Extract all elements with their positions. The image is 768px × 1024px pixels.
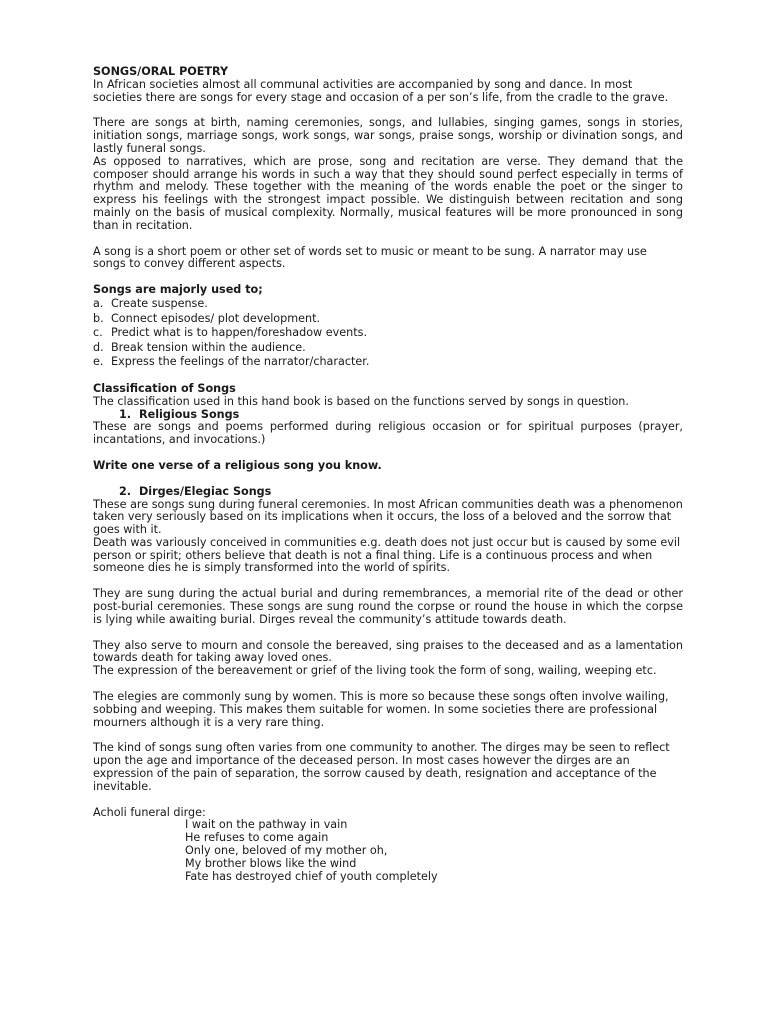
spacer bbox=[93, 794, 683, 807]
poem-line: My brother blows like the wind bbox=[185, 856, 357, 870]
list-item bbox=[93, 355, 683, 370]
spacer bbox=[93, 233, 683, 246]
list-item-text: Break tension within the audience. bbox=[111, 340, 306, 354]
dirges-paragraph: They are sung during the actual burial and during remembrances, a memorial rite of the dead or other post-burial ceremonies. These songs are sung round the corpse or round the house in which the corpse is lying while awaiting burial. Dirges reveal the community’s attitude towards death. bbox=[93, 587, 683, 626]
poem-line: Only one, beloved of my mother oh, bbox=[185, 844, 388, 858]
religious-songs-paragraph: These are songs and poems performed during religious occasion or for spiritual purposes (prayer, incantations, and invocations.) bbox=[93, 420, 683, 447]
narratives-paragraph: As opposed to narratives, which are prose, song and recitation are verse. They demand that the composer should arrange his words in such a way that they should sound perfect especially in terms of rhythm and melody. These together with the meaning of the words enable the poet or the singer to express his feelings with the strongest impact possible. We distinguish between recitation and song mainly on the basis of musical complexity. Normally, musical features will be more pronounced in song than in recitation. bbox=[93, 154, 683, 232]
poem-line: Fate has destroyed chief of youth completely bbox=[185, 869, 438, 883]
document-page bbox=[93, 66, 683, 883]
list-item-text: Express the feelings of the narrator/character. bbox=[111, 355, 370, 369]
section-number: 2. bbox=[118, 484, 131, 498]
list-item-text: Predict what is to happen/foreshadow events. bbox=[111, 326, 367, 340]
intro-paragraph: In African societies almost all communal activities are accompanied by song and dance. In most societies there are songs for every stage and occasion of a per son’s life, from the cradle to the grave. bbox=[93, 77, 669, 104]
acholi-dirge-poem bbox=[93, 819, 683, 883]
poem-line: He refuses to come again bbox=[185, 831, 329, 845]
poem-line: I wait on the pathway in vain bbox=[185, 818, 348, 832]
list-marker: c. bbox=[93, 326, 103, 340]
classification-heading: Classification of Songs bbox=[93, 381, 236, 395]
list-item bbox=[93, 312, 683, 327]
definition-paragraph: A song is a short poem or other set of words set to music or meant to be sung. A narrator may use songs to convey different aspects. bbox=[93, 244, 647, 271]
dirges-paragraph: They also serve to mourn and console the bereaved, sing praises to the deceased and as a lamentation towards death for taking away loved ones. bbox=[93, 638, 683, 665]
list-item-text: Connect episodes/ plot development. bbox=[111, 311, 321, 325]
section-title: Religious Songs bbox=[139, 407, 240, 421]
song-types-paragraph: There are songs at birth, naming ceremonies, songs, and lullabies, singing games, songs in stories, initiation songs, marriage songs, work songs, war songs, praise songs, worship or divination songs, and lastly funeral songs. bbox=[93, 116, 683, 155]
list-item-text: Create suspense. bbox=[111, 296, 208, 310]
spacer bbox=[93, 627, 683, 640]
acholi-label: Acholi funeral dirge: bbox=[93, 805, 206, 819]
section-title: Dirges/Elegiac Songs bbox=[139, 484, 272, 498]
list-item bbox=[93, 341, 683, 356]
uses-list bbox=[93, 297, 683, 370]
dirges-paragraph: Death was variously conceived in communities e.g. death does not just occur but is caused by some evil person or spirit; others believe that death is not a final thing. Life is a continuous process and when someone dies he is simply transformed into the world of spirits. bbox=[93, 535, 681, 575]
dirges-paragraph: The kind of songs sung often varies from one community to another. The dirges may be seen to reflect upon the age and importance of the deceased person. In most cases however the dirges are an expression of the pain of separation, the sorrow caused by death, resignation and acceptance of the inevitable. bbox=[93, 741, 670, 793]
list-marker: d. bbox=[93, 340, 104, 354]
dirges-paragraph: These are songs sung during funeral ceremonies. In most African communities death was a phenomenon taken very seriously based on its implications when it occurs, the loss of a beloved and the sorrow that goes with it. bbox=[93, 497, 683, 537]
list-marker: a. bbox=[93, 296, 104, 310]
task-prompt: Write one verse of a religious song you know. bbox=[93, 458, 382, 472]
dirges-paragraph: The elegies are commonly sung by women. This is more so because these songs often involve wailing, sobbing and weeping. This makes them suitable for women. In some societies there are professional mourners although it is a very rare thing. bbox=[93, 690, 669, 729]
classification-intro: The classification used in this hand book is based on the functions served by songs in question. bbox=[93, 394, 629, 408]
spacer bbox=[93, 447, 683, 460]
page-title: SONGS/ORAL POETRY bbox=[93, 65, 229, 78]
uses-heading: Songs are majorly used to; bbox=[93, 283, 263, 297]
list-item bbox=[93, 297, 683, 312]
dirges-heading bbox=[93, 486, 683, 499]
list-marker: e. bbox=[93, 355, 104, 369]
spacer bbox=[93, 370, 683, 383]
list-marker: b. bbox=[93, 311, 104, 325]
section-number: 1. bbox=[118, 407, 131, 421]
dirges-paragraph: The expression of the bereavement or grief of the living took the form of song, wailing, weeping etc. bbox=[93, 664, 657, 678]
spacer bbox=[93, 473, 683, 486]
list-item bbox=[93, 326, 683, 341]
